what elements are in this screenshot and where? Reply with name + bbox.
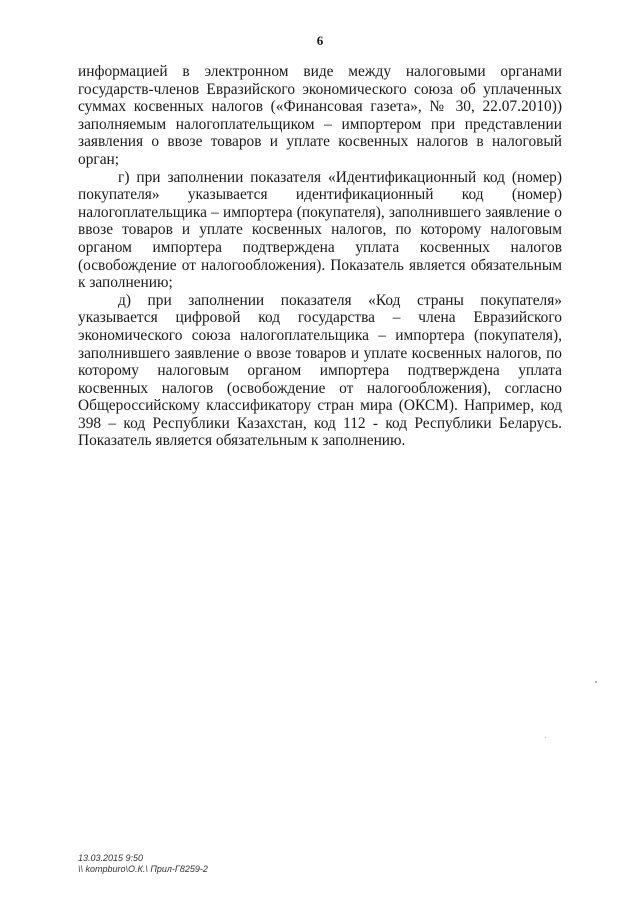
footer-file-path: \\ kompburo\О.К.\ Прил-Г8259-2: [78, 863, 208, 874]
page-number: 6: [316, 33, 324, 48]
footer-timestamp: 13.03.2015 9:50: [78, 853, 144, 863]
scan-speck: [545, 737, 546, 738]
paragraph-item-g: г) при заполнении показателя «Идентификационный код (номер) покупателя» указывается идентификационный код (номер) налогоплательщика – импортера (покупателя), заполнившего заявление о ввозе товаров и уплате косвенных налогов, по которому налоговым органом импортера подтверждена уплата косвенных налогов (освобождение от налогообложения). Показатель является обязательным к заполнению;: [78, 168, 562, 292]
scan-speck: [595, 681, 597, 683]
paragraph-item-d: д) при заполнении показателя «Код страны покупателя» указывается цифровой код государства – члена Евразийского экономического союза налогоплательщика – импортера (покупателя), заполнившего заявление о ввозе товаров и уплате косвенных налогов, по которому налоговым органом импортера подтверждена уплата косвенных налогов (освобождение от налогообложения), согласно Общероссийскому классификатору стран мира (ОКСМ). Например, код 398 – код Республики Казахстан, код 112 - код Республики Беларусь. Показатель является обязательным к заполнению.: [78, 291, 562, 450]
document-body: [78, 63, 562, 450]
paragraph-continuation: информацией в электронном виде между налоговыми органами государств-членов Евразийского экономического союза об уплаченных суммах косвенных налогов («Финансовая газета», № 30, 22.07.2010)) заполняемым налогоплательщиком – импортером при представлении заявления о ввозе товаров и уплате косвенных налогов в налоговый орган;: [78, 63, 562, 168]
document-footer: [78, 853, 208, 874]
